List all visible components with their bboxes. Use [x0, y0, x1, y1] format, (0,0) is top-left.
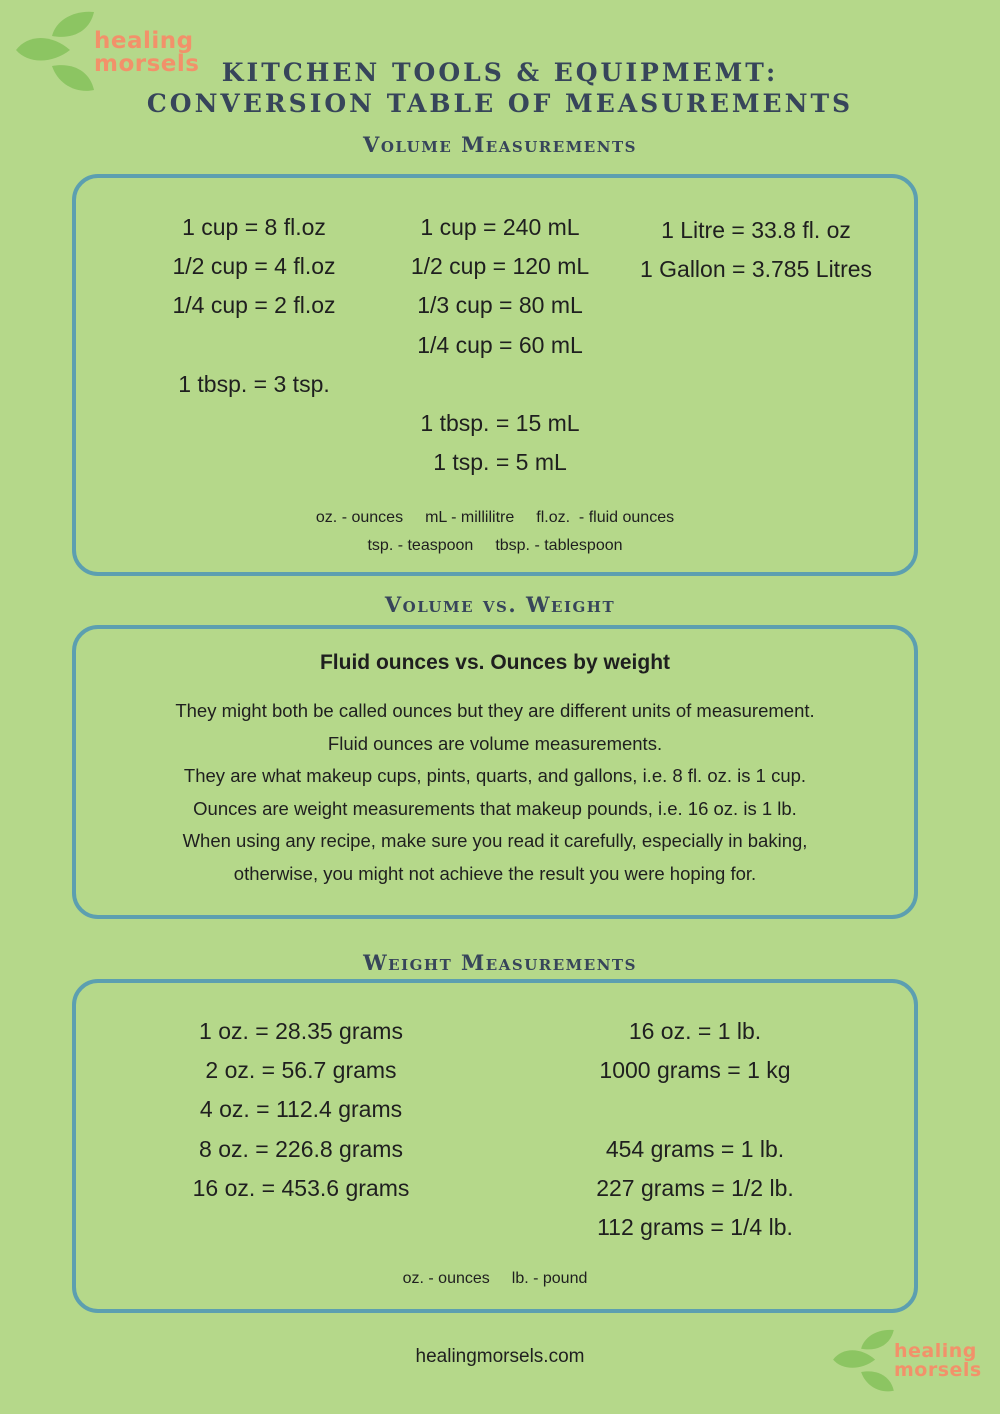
weight-col-grams [176, 1012, 426, 1208]
conversion-item: 1 tbsp. = 3 tsp. [178, 370, 330, 397]
volume-col-cups-ml [400, 208, 600, 482]
spacer [400, 365, 600, 404]
abbreviation: oz. - ounces [402, 1270, 490, 1287]
volume-box [72, 174, 918, 576]
conversion-item: 1/2 cup = 4 fl.oz [172, 253, 336, 280]
volume-col-litres [636, 211, 876, 289]
weight-box [72, 979, 918, 1313]
paragraph-line: When using any recipe, make sure you read it carefully, especially in baking, [182, 830, 808, 851]
vs-heading: Volume vs. Weight [384, 592, 616, 617]
volume-abbr-row1 [76, 504, 914, 531]
brand-line2: morsels [94, 51, 200, 77]
volume-heading: Volume Measurements [363, 132, 637, 157]
brand-line2: morsels [894, 1359, 982, 1381]
volume-abbr-row2 [76, 532, 914, 559]
paragraph-line: They are what makeup cups, pints, quarts, and gallons, i.e. 8 fl. oz. is 1 cup. [183, 765, 807, 786]
weight-abbr-row1 [76, 1265, 914, 1292]
conversion-item: 1 Litre = 33.8 fl. oz [661, 217, 851, 243]
vs-box [72, 625, 918, 919]
conversion-item: 1000 grams = 1 kg [599, 1057, 791, 1084]
abbreviation: lb. - pound [511, 1270, 588, 1287]
conversion-item: 227 grams = 1/2 lb. [596, 1174, 794, 1201]
abbreviation: mL - millilitre [425, 509, 515, 526]
brand-line1: healing [94, 28, 194, 54]
conversion-item: 1 tbsp. = 15 mL [420, 410, 580, 436]
vs-subheading: Fluid ounces vs. Ounces by weight [319, 651, 671, 674]
abbreviation: fl.oz. - fluid ounces [536, 509, 675, 526]
logo-bottom [830, 1326, 995, 1401]
volume-col-cups-floz [154, 208, 354, 404]
spacer [154, 326, 354, 365]
paragraph-line: Fluid ounces are volume measurements. [327, 732, 663, 754]
abbreviation: tsp. - teaspoon [367, 537, 474, 554]
conversion-item: 16 oz. = 1 lb. [628, 1018, 762, 1044]
footer-url: healingmorsels.com [415, 1346, 585, 1367]
conversion-item: 112 grams = 1/4 lb. [597, 1214, 793, 1240]
page-title-line2: CONVERSION TABLE OF MEASUREMENTS [146, 89, 854, 118]
conversion-item: 16 oz. = 453.6 grams [192, 1174, 410, 1201]
conversion-item: 1 tsp. = 5 mL [433, 449, 567, 476]
conversion-item: 1 cup = 8 fl.oz [182, 214, 326, 240]
abbreviation: oz. - ounces [315, 509, 404, 526]
conversion-item: 1/2 cup = 120 mL [410, 253, 590, 280]
conversion-item: 1/4 cup = 2 fl.oz [172, 292, 336, 319]
conversion-item: 1 cup = 240 mL [420, 214, 580, 240]
page-title-line1: KITCHEN TOOLS & EQUIPMEMT: [221, 58, 779, 87]
conversion-item: 8 oz. = 226.8 grams [199, 1135, 403, 1162]
paragraph-line: Ounces are weight measurements that makeup pounds, i.e. 16 oz. is 1 lb. [193, 797, 797, 819]
conversion-item: 1/3 cup = 80 mL [417, 292, 583, 319]
weight-col-pounds [570, 1012, 820, 1247]
leaf-icon [830, 1326, 900, 1401]
brand-line1: healing [894, 1340, 977, 1362]
conversion-item: 454 grams = 1 lb. [605, 1135, 785, 1162]
abbreviation: tbsp. - tablespoon [495, 537, 623, 554]
brand-wordmark [894, 1342, 982, 1380]
weight-heading: Weight Measurements [363, 950, 637, 975]
conversion-item: 1/4 cup = 60 mL [417, 331, 583, 358]
spacer [570, 1090, 820, 1129]
conversion-item: 2 oz. = 56.7 grams [205, 1057, 397, 1084]
conversion-item: 1 oz. = 28.35 grams [199, 1018, 403, 1044]
conversion-item: 4 oz. = 112.4 grams [199, 1096, 403, 1123]
vs-paragraph [76, 695, 914, 890]
paragraph-line: otherwise, you might not achieve the result you were hoping for. [233, 862, 757, 884]
paragraph-line: They might both be called ounces but they are different units of measurement. [175, 700, 815, 721]
conversion-item: 1 Gallon = 3.785 Litres [639, 256, 873, 283]
